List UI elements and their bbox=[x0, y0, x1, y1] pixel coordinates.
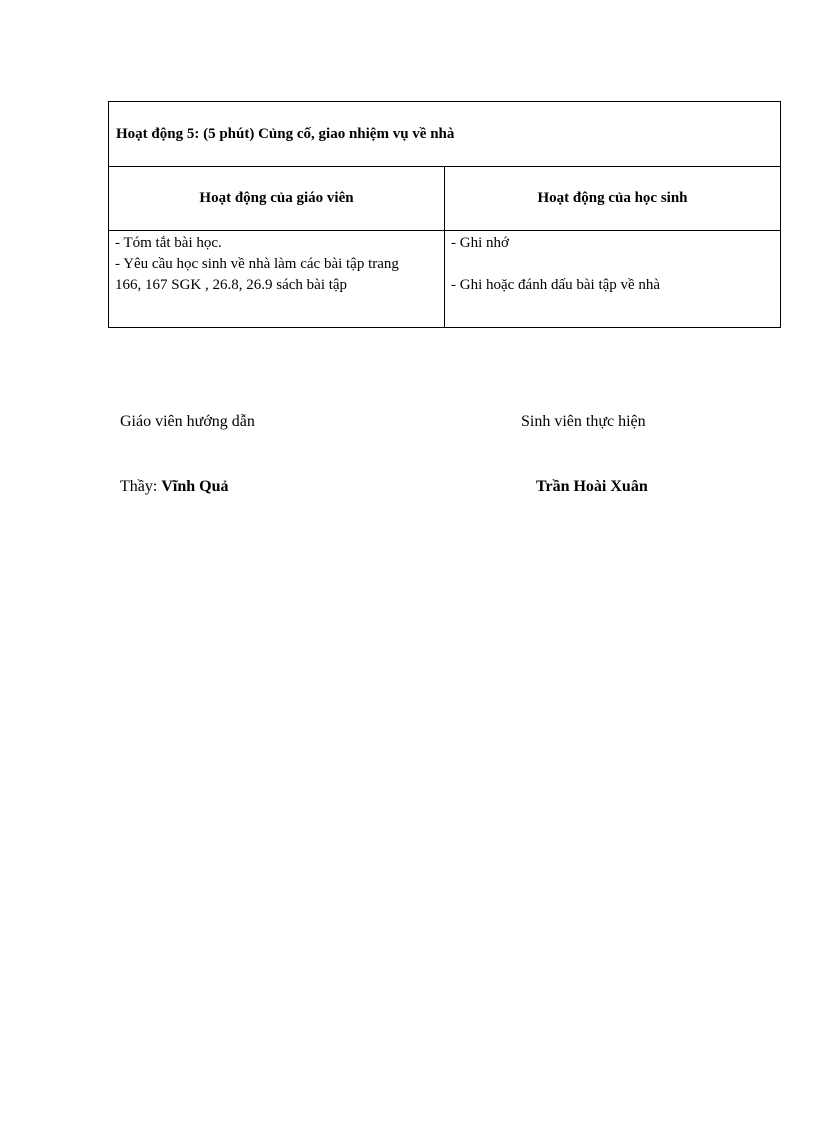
student-column-header: Hoạt động của học sinh bbox=[445, 167, 781, 231]
student-line: - Ghi nhớ bbox=[451, 235, 509, 251]
activity-table bbox=[108, 101, 781, 328]
activity-title: Hoạt động 5: (5 phút) Củng cố, giao nhiệm vụ về nhà bbox=[109, 102, 781, 167]
student-role: Sinh viên thực hiện bbox=[521, 413, 646, 430]
teacher-line: - Yêu cầu học sinh về nhà làm các bài tập trang bbox=[115, 256, 399, 272]
teacher-activities bbox=[109, 231, 445, 328]
supervisor-role: Giáo viên hướng dẫn bbox=[120, 413, 255, 430]
teacher-column-header: Hoạt động của giáo viên bbox=[109, 167, 445, 231]
student-activities bbox=[445, 231, 781, 328]
student-line: - Ghi hoặc đánh dấu bài tập về nhà bbox=[451, 277, 661, 293]
supervisor-name: Vĩnh Quả bbox=[161, 478, 229, 495]
teacher-line: - Tóm tắt bài học. bbox=[115, 235, 222, 251]
teacher-line: 166, 167 SGK , 26.8, 26.9 sách bài tập bbox=[115, 277, 348, 293]
supervisor-prefix: Thầy: bbox=[120, 478, 158, 495]
student-name: Trần Hoài Xuân bbox=[536, 478, 648, 495]
supervisor-signature bbox=[120, 478, 228, 496]
